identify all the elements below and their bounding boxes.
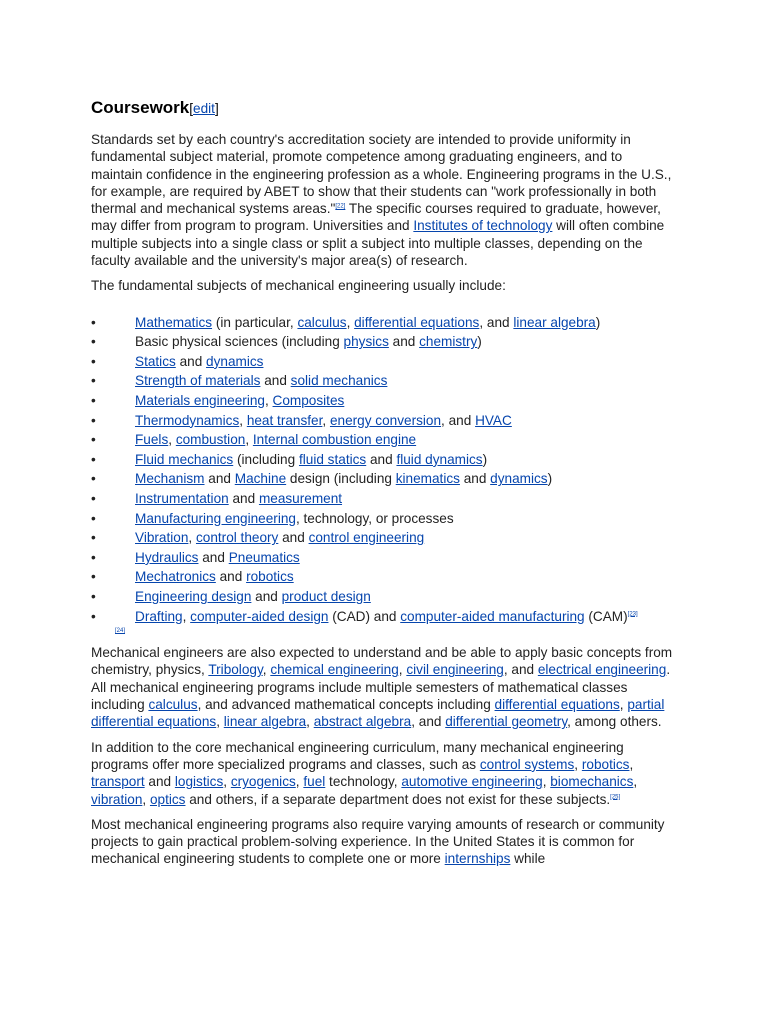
edit-section: [edit]	[189, 101, 219, 116]
text-run: ,	[245, 432, 253, 448]
citation	[610, 794, 620, 800]
text-run: ,	[574, 756, 582, 772]
link-vibration[interactable]: vibration	[91, 791, 143, 807]
link-cryogenics[interactable]: cryogenics	[230, 774, 296, 790]
text-run: ,	[168, 432, 176, 448]
link-solid-mechanics[interactable]: solid mechanics	[290, 373, 388, 389]
link-biomechanics[interactable]: biomechanics	[550, 774, 634, 790]
text-run: and	[204, 471, 235, 487]
bullet-icon: •	[91, 412, 96, 428]
link-engineering-design[interactable]: Engineering design	[135, 588, 252, 604]
link-fluid-statics[interactable]: fluid statics	[298, 451, 367, 467]
link-chemistry[interactable]: chemistry	[419, 334, 478, 350]
text-run: ,	[142, 791, 150, 807]
link-calculus[interactable]: calculus	[148, 697, 198, 713]
list-item	[91, 450, 677, 470]
link-mechanism[interactable]: Mechanism	[135, 471, 205, 487]
list-item	[91, 332, 677, 352]
link-measurement[interactable]: measurement	[258, 491, 343, 507]
text-run: ,	[322, 412, 330, 428]
bullet-icon: •	[91, 588, 96, 604]
text-run: Mechanical engineers are also expected to understand and be able to apply basic concepts from chemistry, physics,	[91, 645, 673, 678]
bullet-icon: •	[91, 530, 96, 546]
bullet-icon: •	[91, 471, 96, 487]
link-dynamics[interactable]: dynamics	[206, 353, 264, 369]
link-heat-transfer[interactable]: heat transfer	[246, 412, 323, 428]
text-run: and	[459, 471, 491, 487]
text-run: and	[278, 530, 309, 546]
link-computer-aided-manufacturing[interactable]: computer-aided manufacturing	[400, 608, 585, 624]
bullet-icon: •	[91, 608, 96, 624]
text-run: ,	[262, 662, 271, 678]
text-run: ,	[542, 774, 551, 790]
text-run: Standards set by each country's accreditation society are intended to provide uniformity in fundamental subject material, promote competence among graduating engineers, and to maintain confidence in the engineering profession as a whole. Engineering programs in the U.S., for example, are required by ABET to show that their students can "work professionally in both thermal and mechanical systems areas."	[91, 132, 672, 217]
list-item	[91, 567, 677, 587]
text-run: ,	[216, 714, 224, 730]
citation	[115, 626, 677, 636]
link-partial-differential-equations[interactable]: partial differential equations	[91, 697, 665, 730]
link-energy-conversion[interactable]: energy conversion	[329, 412, 442, 428]
link-differential-equations[interactable]: differential equations	[494, 697, 620, 713]
link-combustion[interactable]: combustion	[175, 432, 246, 448]
text-run: (CAM)	[584, 608, 628, 624]
bullet-icon: •	[91, 334, 96, 350]
bullet-icon: •	[91, 569, 96, 585]
text-run: and others, if a separate department does not exist for these subjects.	[185, 791, 611, 807]
text-run: , and	[411, 714, 446, 730]
citation-link[interactable]: [25]	[610, 794, 621, 801]
paragraph-accreditation	[91, 131, 677, 269]
citation-link[interactable]: [23]	[627, 611, 638, 618]
text-run: ,	[629, 756, 634, 772]
citation	[628, 611, 638, 617]
text-run: design (including	[286, 471, 396, 487]
link-linear-algebra[interactable]: linear algebra	[513, 314, 596, 330]
text-run: ,	[239, 412, 247, 428]
link-product-design[interactable]: product design	[281, 588, 371, 604]
bullet-icon: •	[91, 314, 96, 330]
link-strength-of-materials[interactable]: Strength of materials	[135, 373, 261, 389]
text-run: ,	[182, 608, 191, 624]
list-item	[91, 607, 677, 637]
link-electrical-engineering[interactable]: electrical engineering	[537, 662, 667, 678]
link-dynamics[interactable]: dynamics	[490, 471, 548, 487]
list-item	[91, 411, 677, 431]
text-run: (CAD) and	[328, 608, 401, 624]
text-run: technology,	[325, 774, 402, 790]
link-machine[interactable]: Machine	[234, 471, 287, 487]
link-hvac[interactable]: HVAC	[475, 412, 512, 428]
link-logistics[interactable]: logistics	[174, 774, 224, 790]
citation-link[interactable]: [24]	[115, 628, 126, 635]
link-civil-engineering[interactable]: civil engineering	[406, 662, 504, 678]
link-vibration[interactable]: Vibration	[135, 530, 189, 546]
link-fuels[interactable]: Fuels	[135, 432, 169, 448]
link-fuel[interactable]: fuel	[303, 774, 326, 790]
text-run: while	[510, 851, 546, 867]
bullet-icon: •	[91, 549, 96, 565]
text-run: In addition to the core mechanical engineering curriculum, many mechanical engineering programs offer more specialized programs and classes, such as	[91, 739, 624, 772]
text-run: and	[388, 334, 420, 350]
link-internal-combustion-engine[interactable]: Internal combustion engine	[252, 432, 417, 448]
link-control-theory[interactable]: control theory	[195, 530, 279, 546]
list-item	[91, 469, 677, 489]
link-institutes-of-technology[interactable]: Institutes of technology	[413, 218, 553, 234]
text-run: and	[366, 451, 397, 467]
text-run: will often combine multiple subjects into a single class or split a subject into multiple classes, depending on the faculty available and the university's major area(s) of research.	[91, 218, 665, 269]
edit-link[interactable]: edit	[193, 101, 215, 116]
list-item	[91, 371, 677, 391]
link-fluid-dynamics[interactable]: fluid dynamics	[396, 451, 483, 467]
link-calculus[interactable]: calculus	[297, 314, 347, 330]
list-item	[91, 489, 677, 509]
link-instrumentation[interactable]: Instrumentation	[135, 491, 229, 507]
bullet-icon: •	[91, 373, 96, 389]
link-drafting[interactable]: Drafting	[135, 608, 183, 624]
text-run: ,	[619, 697, 628, 713]
link-computer-aided-design[interactable]: computer-aided design	[190, 608, 329, 624]
link-statics[interactable]: Statics	[135, 353, 176, 369]
section-title: Coursework	[91, 98, 190, 117]
article-content	[91, 96, 677, 876]
link-composites[interactable]: Composites	[272, 393, 345, 409]
bullet-icon: •	[91, 432, 96, 448]
text-run: ,	[398, 662, 407, 678]
text-run: ,	[306, 714, 314, 730]
link-hydraulics[interactable]: Hydraulics	[135, 549, 199, 565]
text-run: ,	[188, 530, 196, 546]
text-run: ,	[346, 314, 355, 330]
bullet-icon: •	[91, 491, 96, 507]
link-transport[interactable]: transport	[91, 774, 145, 790]
paragraph-research-projects	[91, 816, 677, 868]
list-item	[91, 587, 677, 607]
text-run: , among others.	[567, 714, 662, 730]
link-fluid-mechanics[interactable]: Fluid mechanics	[135, 451, 234, 467]
link-automotive-engineering[interactable]: automotive engineering	[401, 774, 543, 790]
paragraph-basic-concepts	[91, 644, 677, 730]
link-materials-engineering[interactable]: Materials engineering	[135, 393, 265, 409]
link-thermodynamics[interactable]: Thermodynamics	[135, 412, 240, 428]
link-tribology[interactable]: Tribology	[208, 662, 263, 678]
text-run: and	[260, 373, 291, 389]
link-chemical-engineering[interactable]: chemical engineering	[270, 662, 399, 678]
link-linear-algebra[interactable]: linear algebra	[223, 714, 307, 730]
bullet-icon: •	[91, 451, 96, 467]
text-run: and	[215, 569, 247, 585]
text-run: . All mechanical engineering programs include multiple semesters of mathematical classes including	[91, 662, 671, 713]
section-heading	[91, 96, 677, 121]
text-run: , and advanced mathematical concepts including	[197, 697, 495, 713]
text-run: , and	[441, 412, 476, 428]
citation	[335, 204, 345, 210]
text-run: , and	[479, 314, 514, 330]
bullet-icon: •	[91, 393, 96, 409]
text-run: , technology, or processes	[295, 510, 454, 526]
link-kinematics[interactable]: kinematics	[395, 471, 460, 487]
link-robotics[interactable]: robotics	[246, 569, 294, 585]
link-robotics[interactable]: robotics	[581, 756, 630, 772]
text-run: ,	[223, 774, 231, 790]
link-mechatronics[interactable]: Mechatronics	[135, 569, 216, 585]
bullet-icon: •	[91, 353, 96, 369]
text-run: )	[477, 334, 482, 350]
citation-link[interactable]: [22]	[335, 203, 346, 210]
text-run: ,	[633, 774, 638, 790]
text-run: )	[482, 451, 488, 467]
text-run: ,	[295, 774, 304, 790]
text-run: ,	[264, 393, 273, 409]
list-item	[91, 391, 677, 411]
text-run: (including	[233, 451, 299, 467]
text-run: Most mechanical engineering programs also require varying amounts of research or community projects to gain practical problem-solving experience. In the United States it is common for mechanical engineering students to complete one or more	[91, 816, 665, 867]
subjects-list	[91, 303, 677, 637]
text-run: )	[547, 471, 553, 487]
text-run: The specific courses required to graduate, however, may differ from program to program. Universities and	[91, 201, 661, 234]
link-manufacturing-engineering[interactable]: Manufacturing engineering	[135, 510, 296, 526]
list-item	[91, 528, 677, 548]
link-differential-geometry[interactable]: differential geometry	[445, 714, 568, 730]
text-run: and	[251, 588, 282, 604]
text-run: )	[595, 314, 601, 330]
text-run: and	[144, 774, 175, 790]
text-run: and	[175, 353, 207, 369]
link-mathematics[interactable]: Mathematics	[135, 314, 213, 330]
text-run: and	[198, 549, 229, 565]
link-control-systems[interactable]: control systems	[479, 756, 575, 772]
bullet-icon: •	[91, 510, 96, 526]
text-run: and	[228, 491, 259, 507]
text-run: , and	[503, 662, 538, 678]
link-control-engineering[interactable]: control engineering	[308, 530, 425, 546]
list-item	[91, 430, 677, 450]
link-pneumatics[interactable]: Pneumatics	[228, 549, 300, 565]
list-item	[91, 352, 677, 372]
text-run: (in particular,	[212, 314, 298, 330]
list-item	[91, 509, 677, 529]
link-physics[interactable]: physics	[343, 334, 389, 350]
list-item	[91, 548, 677, 568]
link-abstract-algebra[interactable]: abstract algebra	[313, 714, 412, 730]
paragraph-intro: The fundamental subjects of mechanical engineering usually include:	[91, 278, 506, 294]
link-optics[interactable]: optics	[149, 791, 186, 807]
list-item	[91, 313, 677, 333]
link-differential-equations[interactable]: differential equations	[354, 314, 480, 330]
paragraph-specialized-programs	[91, 739, 677, 808]
link-internships[interactable]: internships	[444, 851, 511, 867]
text-run: Basic physical sciences (including	[135, 334, 344, 350]
